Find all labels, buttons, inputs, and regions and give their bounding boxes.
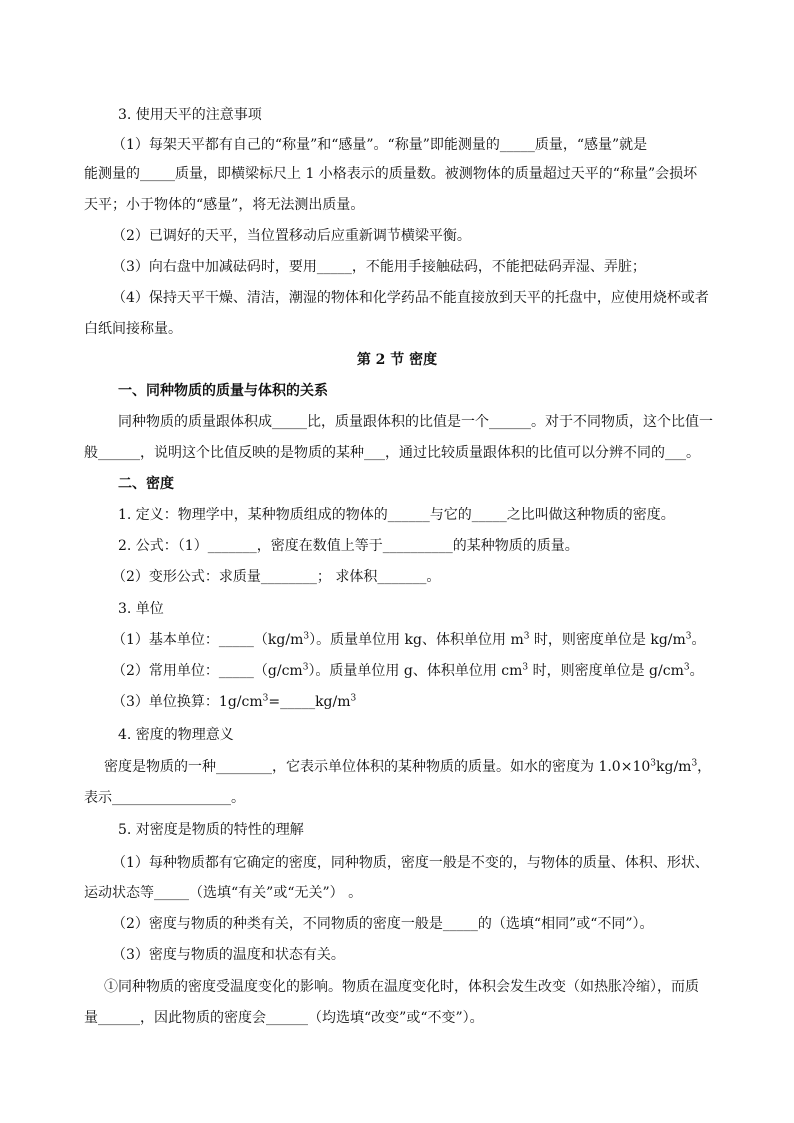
superscript: 3 — [262, 693, 269, 704]
superscript: 3 — [691, 758, 698, 769]
subheading-units: 3. 单位 — [118, 601, 164, 617]
paragraph-line — [104, 757, 710, 777]
text-run: 。 — [689, 663, 704, 679]
text-run: ）。质量单位用 g、体积单位用 cm — [308, 663, 523, 679]
paragraph-line: 般______，说明这个比值反映的是物质的某种___，通过比较质量跟体积的比值可以分辨不同的___。 — [84, 445, 700, 461]
paragraph-line: 能测量的_____质量，即横梁标尺上 1 小格表示的质量数。被测物体的质量超过天平的“称量”会损坏 — [84, 166, 698, 182]
subheading-balance-notes: 3. 使用天平的注意事项 — [118, 107, 262, 123]
paragraph-line: （3）向右盘中加减砝码时，要用_____，不能用手接触砝码，不能把砝码弄湿、弄脏； — [112, 259, 646, 275]
superscript: 3 — [683, 662, 690, 673]
paragraph-line: 同种物质的质量跟体积成_____比，质量跟体积的比值是一个______。对于不同物质，这个比值一 — [118, 414, 713, 430]
paragraph-line: （4）保持天平干燥、清洁，潮湿的物体和化学药品不能直接放到天平的托盘中，应使用烧杯或者 — [112, 290, 709, 306]
paragraph-line: （1）每种物质都有它确定的密度，同种物质，密度一般是不变的，与物体的质量、体积、形状、 — [112, 855, 709, 871]
superscript: 3 — [650, 758, 656, 769]
text-run: （1）基本单位：_____（kg/m — [112, 632, 304, 648]
section-title: 第 2 节 密度 — [356, 352, 438, 368]
paragraph-line: 2. 公式：（1）_______，密度在数值上等于__________的某种物质的质量。 — [118, 538, 579, 554]
paragraph-line: 量______，因此物质的密度会______（均选填“改变”或“不变”）。 — [84, 1010, 484, 1026]
paragraph-line: 表示_________________。 — [84, 790, 245, 806]
unit-line-conversion — [112, 692, 710, 712]
unit-line-common — [112, 661, 710, 681]
superscript: 3 — [303, 631, 310, 642]
subheading-meaning: 4. 密度的物理意义 — [118, 727, 234, 743]
subheading-characteristic: 5. 对密度是物质的特性的理解 — [118, 822, 304, 838]
paragraph-line: （2）变形公式：求质量________； 求体积_______。 — [112, 569, 441, 585]
text-run: （2）常用单位：_____（g/cm — [112, 663, 303, 679]
text-run: ， — [697, 759, 712, 775]
paragraph-line: （2）密度与物质的种类有关，不同物质的密度一般是_____的（选填“相同”或“不同”）。 — [112, 916, 654, 932]
paragraph-line: （2）已调好的天平，当位置移动后应重新调节横梁平衡。 — [112, 228, 471, 244]
paragraph-line: 1. 定义：物理学中，某种物质组成的物体的______与它的_____之比叫做这种物质的密度。 — [118, 507, 675, 523]
text-run: kg/m — [656, 759, 692, 775]
text-run: 时，则密度单位是 kg/m — [529, 632, 686, 648]
superscript: 3 — [523, 631, 530, 642]
heading-two: 二、密度 — [118, 476, 174, 492]
text-run: 。 — [691, 632, 706, 648]
unit-line-basic — [112, 630, 710, 650]
paragraph-line: 天平；小于物体的“感量”，将无法测出质量。 — [84, 197, 365, 213]
text-run: =_____kg/m — [268, 694, 351, 710]
text-run: 密度是物质的一种________，它表示单位体积的某种物质的质量。如水的密度为 1.0×10 — [104, 759, 651, 775]
superscript: 3 — [685, 631, 692, 642]
paragraph-line: （3）密度与物质的温度和状态有关。 — [112, 947, 345, 963]
heading-one: 一、同种物质的质量与体积的关系 — [118, 383, 328, 399]
superscript: 3 — [350, 693, 357, 704]
paragraph-line: （1）每架天平都有自己的“称量”和“感量”。“称量”即能测量的_____质量，“感量”就是 — [112, 137, 648, 153]
text-run: （3）单位换算：1g/cm — [112, 694, 263, 710]
superscript: 3 — [302, 662, 309, 673]
text-run: ）。质量单位用 kg、体积单位用 m — [309, 632, 524, 648]
text-run: 时，则密度单位是 g/cm — [528, 663, 684, 679]
paragraph-line: 白纸间接称量。 — [84, 321, 182, 337]
paragraph-line: ①同种物质的密度受温度变化的影响。物质在温度变化时，体积会发生改变（如热胀冷缩），而质 — [104, 979, 699, 995]
superscript: 3 — [522, 662, 529, 673]
paragraph-line: 运动状态等_____（选填“有关”或“无关”） 。 — [84, 885, 363, 901]
